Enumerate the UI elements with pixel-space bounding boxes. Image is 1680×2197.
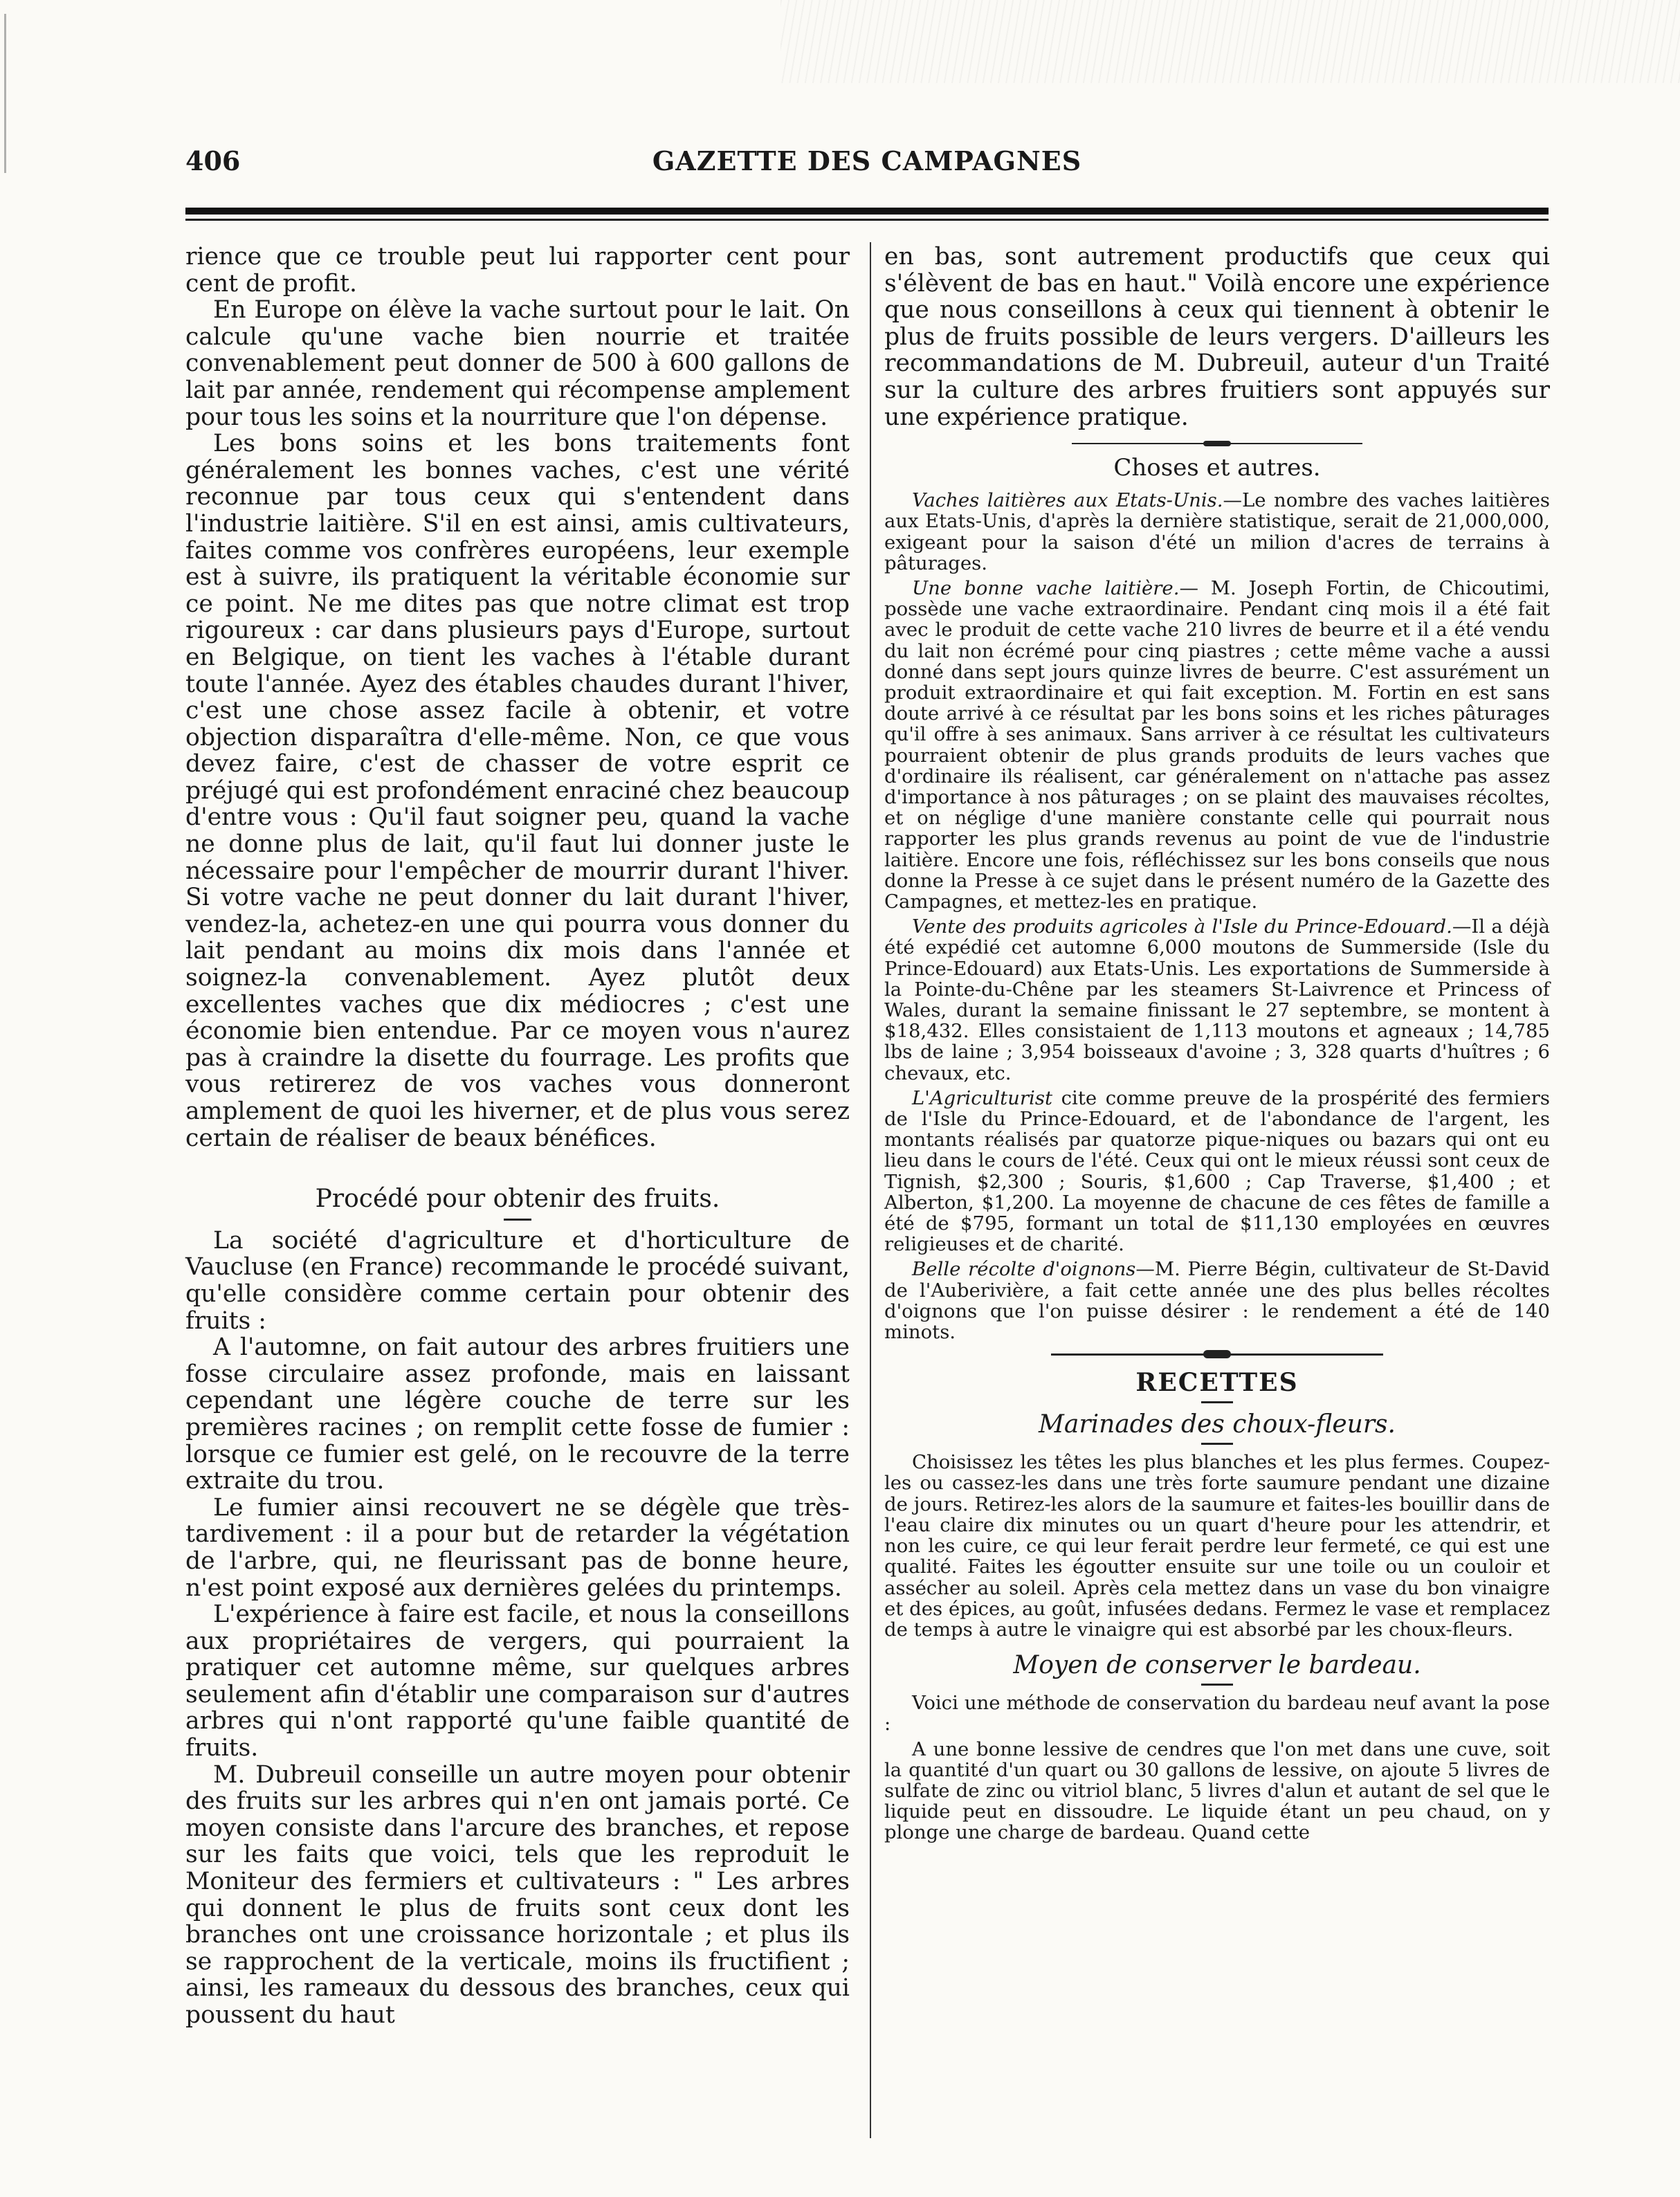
title-dash [1201, 1684, 1233, 1686]
news-items [884, 490, 1550, 1342]
print-speckle-decoration [780, 0, 1680, 83]
news-item-label: Vente des produits agricoles à l'Isle du Prince-Edouard. [912, 915, 1452, 938]
paragraph: Le fumier ainsi recouvert ne se dégèle que très-tardivement : il a pour but de retarder la végétation de l'arbre, qui, ne fleurissant pas de bonne heure, n'est point exposé aux dernières gelées du printemps. [185, 1493, 850, 1602]
news-item [884, 1259, 1550, 1342]
news-item-text: —Le nombre des vaches laitières aux Etats-Unis, d'après la dernière statistique, serait de 21,000,000, exigeant pour la saison d'été un milion d'acres de terrains à pâturages. [884, 489, 1550, 574]
paragraph: A l'automne, on fait autour des arbres fruitiers une fosse circulaire assez profonde, mais en laissant cependant une légère couche de terre sur les premières racines ; on remplit cette fosse de fumier : lorsque ce fumier est gelé, on le recouvre de la terre extraite du trou. [185, 1333, 850, 1495]
news-item-text: — M. Joseph Fortin, de Chicoutimi, possède une vache extraordinaire. Pendant cinq mois il a été fait avec le produit de cette vache 210 livres de beurre et il a été vendu du lait non écrémé pour cinq piastres ; cette même vache a aussi donné dans sept jours quinze livres de beurre. C'est assurément un produit extraordinaire et qui fait exception. M. Fortin en est sans doute arrivé à ce résultat par les bons soins et les riches pâturages qu'il offre à ses animaux. Sans arriver à ce résultat les cultivateurs pourraient obtenir de plus grands produits de leurs vaches que d'ordinaire ils réalisent, car généralement on n'attache pas assez d'importance à nos pâturages ; on se plaint des mauvaises récoltes, et on néglige d'une manière constante celle qui pourrait nous rapporter les plus grands revenus au point de vue de l'industrie laitière. Encore une fois, réfléchissez sur les bons conseils que nous donne la Presse à ce sujet dans le présent numéro de la Gazette des Campagnes, et mettez-les en pratique. [884, 576, 1550, 913]
section-title-choses: Choses et autres. [1113, 454, 1321, 482]
news-item [884, 578, 1550, 912]
recipe-title-choux-fleurs: Marinades des choux-fleurs. [1039, 1410, 1396, 1439]
paragraph: rience que ce trouble peut lui rapporter cent pour cent de profit. [185, 243, 850, 298]
paragraph: M. Dubreuil conseille un autre moyen pour obtenir des fruits sur les arbres qui n'en ont jamais porté. Ce moyen consiste dans l'arcure des branches, et repose sur les faits que voici, tels que les reproduit le Moniteur des fermiers et cultivateurs : " Les arbres qui donnent le plus de fruits sont ceux dont les branches ont une croissance horizontale ; et plus ils se rapprochent de la verticale, moins ils fructifient ; ainsi, les rameaux du dessous des branches, ceux qui poussent du haut [185, 1760, 850, 2029]
paragraph: En Europe on élève la vache surtout pour le lait. On calcule qu'une vache bien nourrie et traitée convenablement peut donner de 500 à 600 gallons de lait par année, rendement qui récompense amplement pour tous les soins et la nourriture que l'on dépense. [185, 296, 850, 431]
section-title-recettes: RECETTES [1135, 1368, 1299, 1398]
page-number: 406 [185, 145, 241, 176]
recettes-ornament [1051, 1353, 1383, 1362]
title-dash [1201, 1401, 1233, 1403]
column-divider [870, 242, 871, 2138]
paragraph: La société d'agriculture et d'horticulture de Vaucluse (en France) recommande le procédé suivant, qu'elle considère comme certain pour obtenir des fruits : [185, 1226, 850, 1335]
paragraph: L'expérience à faire est facile, et nous la conseillons aux propriétaires de vergers, qui pourraient la pratiquer cet automne même, sur quelques arbres seulement afin d'établir une comparaison sur d'autres arbres qui n'ont rapporté qu'une faible quantité de fruits. [185, 1601, 850, 1762]
news-item-label: L'Agriculturist [912, 1086, 1053, 1109]
header-rule-thick [185, 208, 1549, 215]
news-item [884, 916, 1550, 1084]
news-item [884, 1088, 1550, 1255]
recipe-paragraph: Choisissez les têtes les plus blanches et les plus fermes. Coupez-les ou cassez-les dans une très forte saumure pendant une dizaine de jours. Retirez-les alors de la saumure et faites-les bouillir dans de l'eau claire dix minutes ou un quart d'heure pour les attendrir, et non les cuire, ce qui leur ferait perdre leur fermeté, ce qui est une qualité. Faites les égoutter ensuite sur une toile ou un couloir et assécher au soleil. Après cela mettez dans un vase du bon vinaigre et des épices, au goût, infusées dedans. Fermez le vase et remplacez de temps à autre le vinaigre qui est absorbé par les choux-fleurs. [884, 1451, 1550, 1641]
header-rule-thin [185, 219, 1549, 221]
news-item-text: —Il a déjà été expédié cet automne 6,000 moutons de Summerside (Isle du Prince-Edouard) aux Etats-Unis. Les exportations de Summerside à la Pointe-du-Chêne par les steamers St-Laivrence et Princess of Wales, durant la semaine finissant le 27 septembre, se montent à $18,432. Elles consistaient de 1,113 moutons et agneaux ; 14,785 lbs de laine ; 3,954 boisseaux d'avoine ; 3, 328 quarts d'huîtres ; 6 chevaux, etc. [884, 915, 1550, 1084]
journal-title: GAZETTE DES CAMPAGNES [652, 145, 1082, 176]
right-column [884, 244, 1550, 1848]
paragraph: Les bons soins et les bons traitements font généralement les bonnes vaches, c'est une vérité reconnue par tous ceux qui s'entendent dans l'industrie laitière. S'il en est ainsi, amis cultivateurs, faites comme vos confrères européens, leur exemple est à suivre, ils pratiquent la véritable économie sur ce point. Ne me dites pas que notre climat est trop rigoureux : car dans plusieurs pays d'Europe, surtout en Belgique, on tient les vaches à l'étable durant toute l'année. Ayez des étables chaudes durant l'hiver, c'est une chose assez facile à obtenir, et votre objection disparaîtra d'elle-même. Non, ce que vous devez faire, c'est de chasser de votre esprit ce préjugé qui est profondément enraciné chez beaucoup d'entre vous : Qu'il faut soigner peu, quand la vache ne donne plus de lait, qu'il faut lui donner juste le nécessaire pour l'empêcher de mourrir durant l'hiver. Si votre vache ne peut donner du lait durant l'hiver, vendez-la, achetez-en une qui pourra vous donner du lait pendant au moins dix mois dans l'année et soignez-la convenablement. Ayez plutôt deux excellentes vaches que dix médiocres ; c'est une économie bien entendue. Par ce moyen vous n'aurez pas à craindre la disette du fourrage. Les profits que vous retirerez de vos vaches vous donneront amplement de quoi les hiverner, et de plus vous serez certain de réaliser de beaux bénéfices. [185, 430, 850, 1152]
news-item-label: Belle récolte d'oignons [912, 1258, 1136, 1281]
page-header [185, 145, 1549, 187]
left-column [185, 244, 850, 2029]
recipe-title-bardeau: Moyen de conserver le bardeau. [1013, 1651, 1421, 1680]
news-item [884, 490, 1550, 574]
news-item-label: Une bonne vache laitière. [912, 576, 1180, 599]
recipe-paragraph: A une bonne lessive de cendres que l'on met dans une cuve, soit la quantité d'un quart ou 30 gallons de lessive, on ajoute 5 livres de sulfate de zinc ou vitriol blanc, 5 livres d'alun et autant de sel que le liquide peut en dissoudre. Le liquide étant un peu chaud, on y plonge une charge de bardeau. Quand cette [884, 1738, 1550, 1844]
news-item-label: Vaches laitières aux Etats-Unis. [912, 489, 1223, 512]
recipe-paragraph: Voici une méthode de conservation du bardeau neuf avant la pose : [884, 1692, 1550, 1735]
news-item-text: —M. Pierre Bégin, cultivateur de St-David de l'Auberivière, a fait cette année une des plus belles récoltes d'oignons que l'on puisse désirer : le rendement a été de 140 minots. [884, 1258, 1550, 1344]
binding-mark [4, 14, 21, 173]
news-item-text: cite comme preuve de la prospérité des fermiers de l'Isle du Prince-Edouard, et de l'abondance de l'argent, les montants réalisés par quatorze pique-niques ou bazars qui ont eu lieu dans le cours de l'été. Ceux qui ont le mieux réussi sont ceux de Tignish, $2,300 ; Souris, $1,600 ; Cap Traverse, $1,400 ; et Alberton, $1,200. La moyenne de chacune de ces fêtes de famille a été de $795, formant un total de $11,130 employées en œuvres religieuses et de charité. [884, 1086, 1550, 1256]
title-dash [1201, 1443, 1233, 1445]
title-dash [504, 1219, 531, 1221]
continuation-paragraph: en bas, sont autrement productifs que ceux qui s'élèvent de bas en haut." Voilà encore une expérience que nous conseillons à ceux qui tiennent à obtenir le plus de fruits possible de leurs vergers. D'ailleurs les recommandations de M. Dubreuil, auteur d'un Traité sur la culture des arbres fruitiers sont appuyés sur une expérience pratique. [884, 243, 1550, 431]
section-ornament [1072, 440, 1362, 447]
section-title-fruits: Procédé pour obtenir des fruits. [315, 1185, 720, 1214]
